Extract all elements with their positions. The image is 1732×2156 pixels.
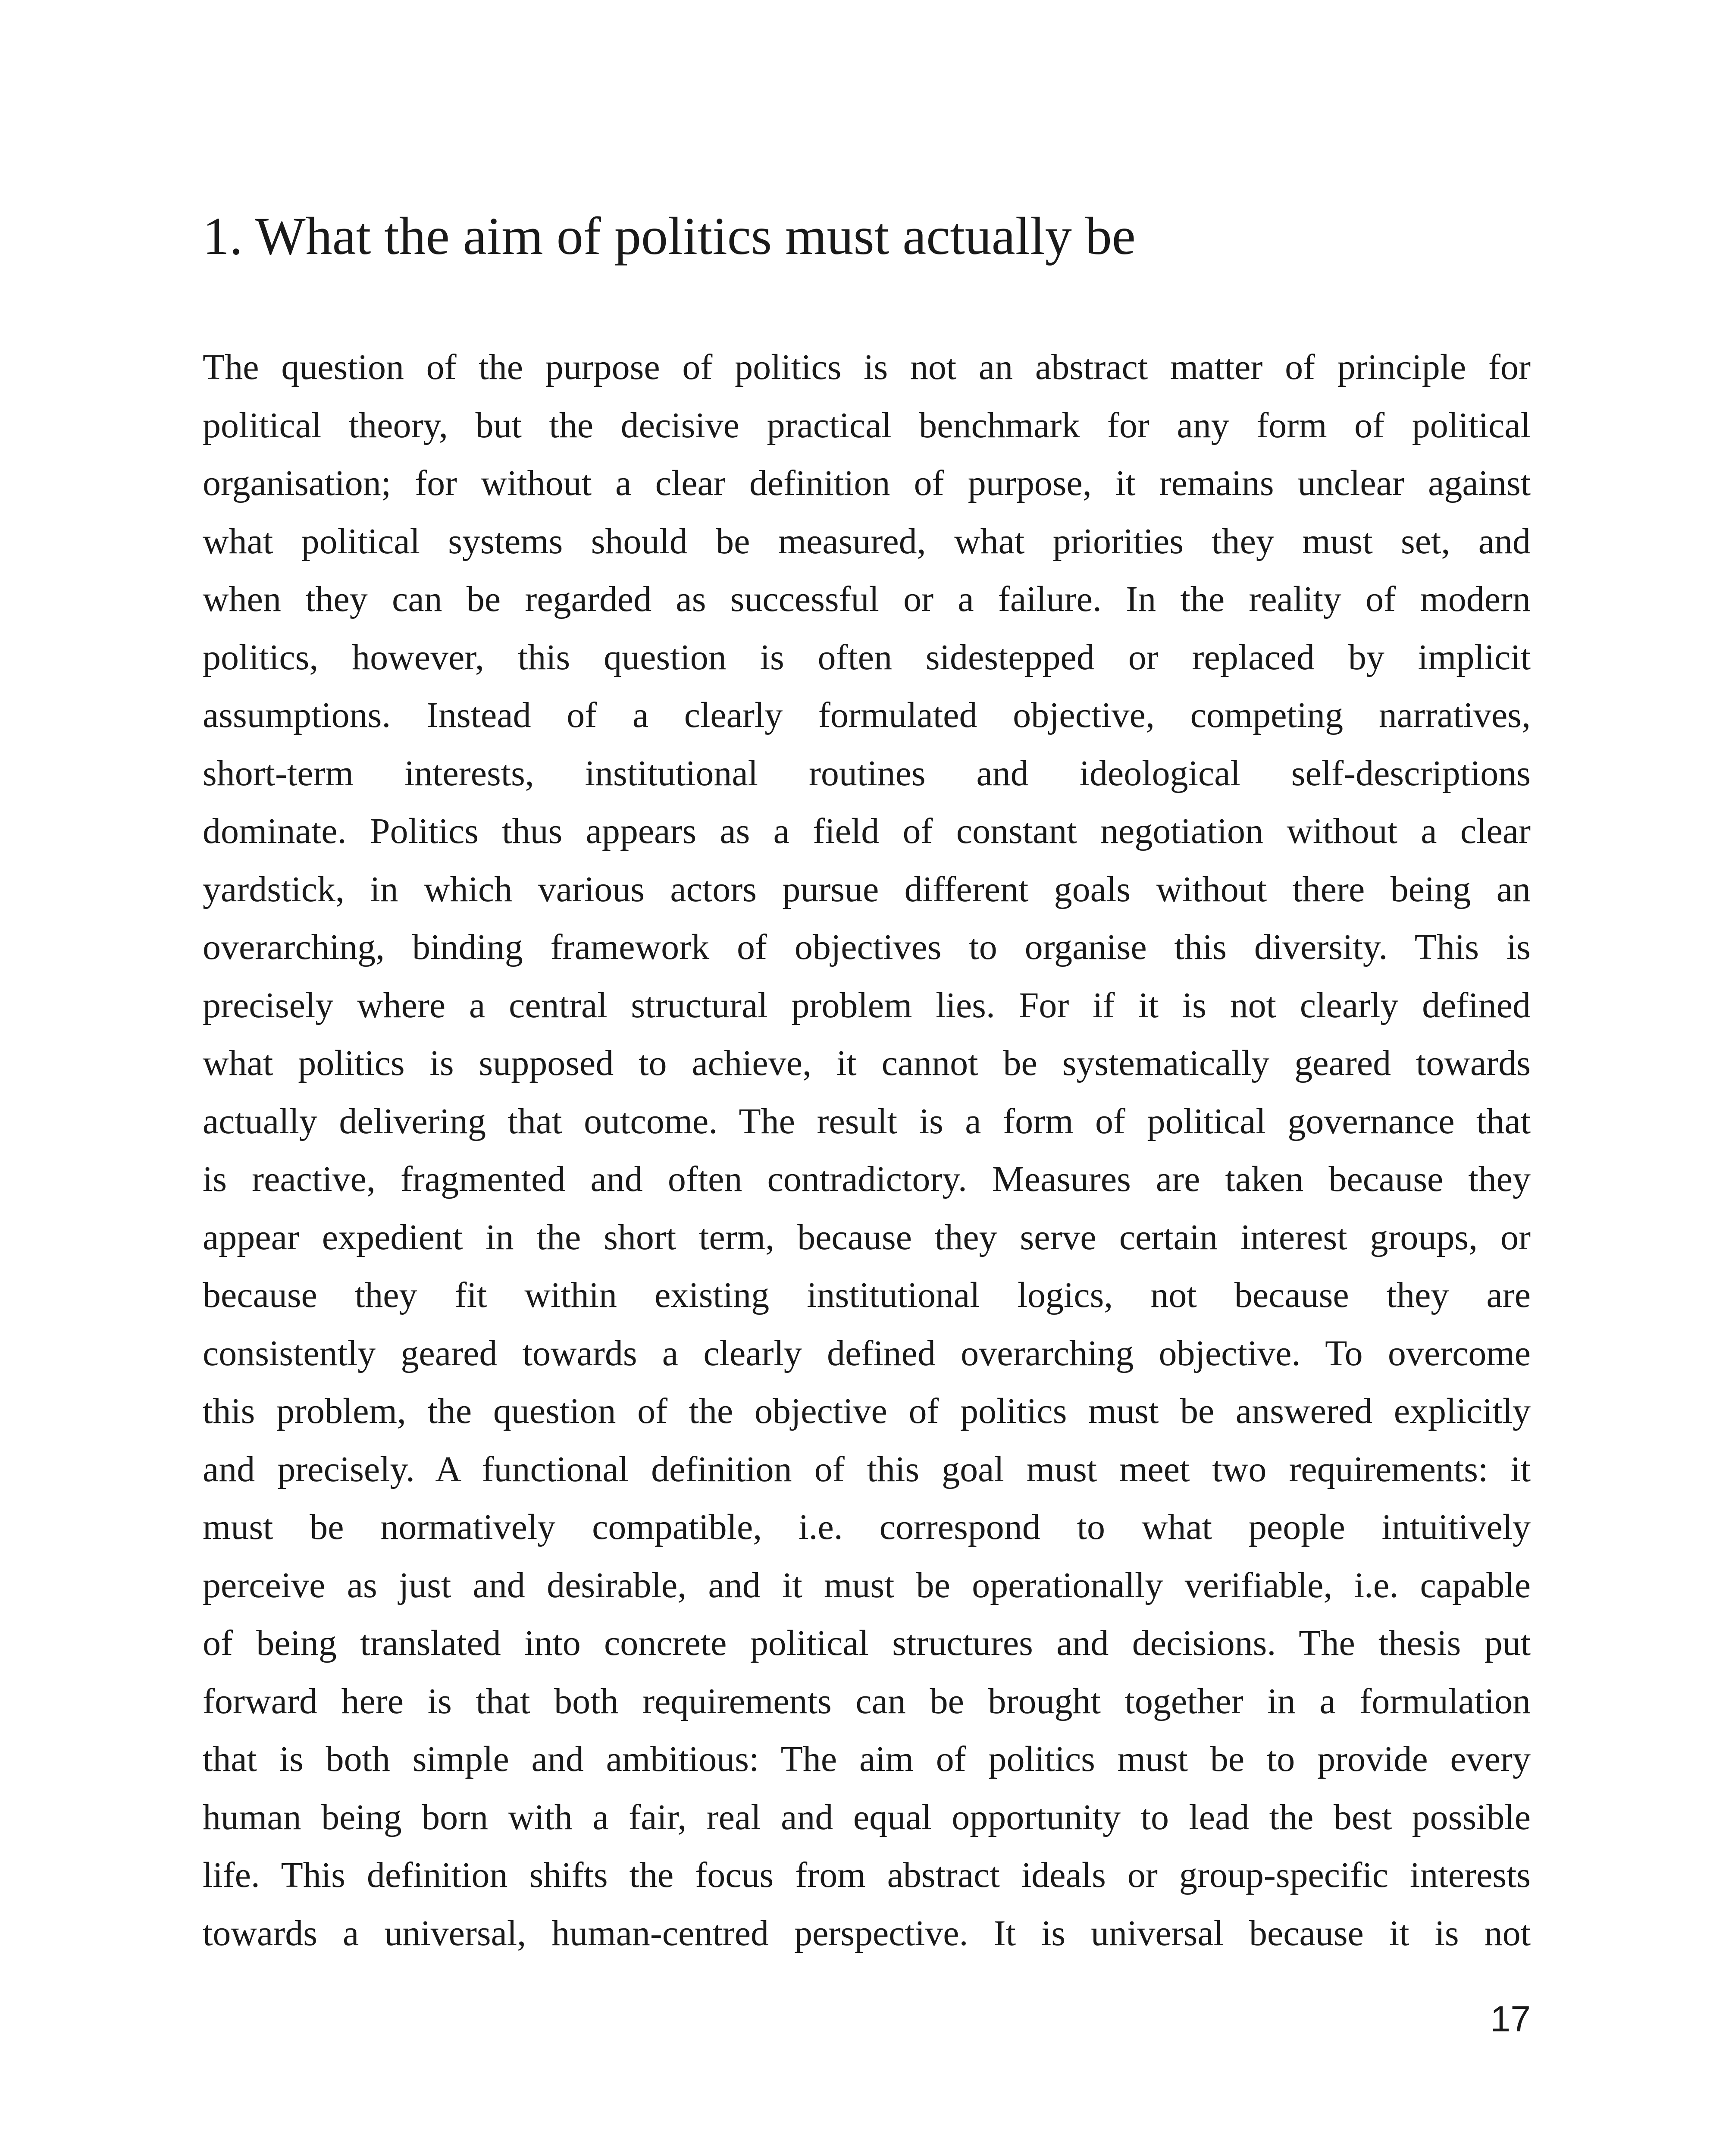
text-line: actually delivering that outcome. The result is a form of political governance that — [203, 1101, 1531, 1141]
text-line: consistently geared towards a clearly defined overarching objective. To overcome — [203, 1333, 1531, 1373]
text-line: perceive as just and desirable, and it must be operationally verifiable, i.e. capable — [203, 1565, 1531, 1605]
chapter-title: 1. What the aim of politics must actually be — [203, 207, 1136, 266]
text-line: and precisely. A functional definition of this goal must meet two requirements: it — [203, 1449, 1531, 1489]
text-line: dominate. Politics thus appears as a field of constant negotiation without a clear — [203, 811, 1531, 851]
text-line: must be normatively compatible, i.e. correspond to what people intuitively — [203, 1507, 1531, 1547]
text-line: what politics is supposed to achieve, it cannot be systematically geared towards — [203, 1043, 1531, 1083]
text-line: overarching, binding framework of objectives to organise this diversity. This is — [203, 927, 1531, 967]
text-line: organisation; for without a clear definition of purpose, it remains unclear against — [203, 463, 1531, 503]
text-line: The question of the purpose of politics is not an abstract matter of principle for — [203, 347, 1531, 387]
text-line: that is both simple and ambitious: The aim of politics must be to provide every — [203, 1739, 1531, 1779]
text-line: assumptions. Instead of a clearly formulated objective, competing narratives, — [203, 695, 1531, 735]
text-line: political theory, but the decisive practical benchmark for any form of political — [203, 405, 1531, 445]
text-line: appear expedient in the short term, because they serve certain interest groups, or — [203, 1217, 1531, 1257]
text-line: human being born with a fair, real and equal opportunity to lead the best possible — [203, 1797, 1531, 1837]
text-line: because they fit within existing institutional logics, not because they are — [203, 1275, 1531, 1315]
page-number: 17 — [1490, 1999, 1531, 2039]
text-line: forward here is that both requirements can be brought together in a formulation — [203, 1681, 1531, 1721]
text-line: precisely where a central structural problem lies. For if it is not clearly defined — [203, 985, 1531, 1025]
text-line: when they can be regarded as successful or a failure. In the reality of modern — [203, 579, 1531, 619]
body-paragraph — [203, 338, 1531, 1962]
text-line: short-term interests, institutional routines and ideological self-descriptions — [203, 753, 1531, 793]
text-line: what political systems should be measured, what priorities they must set, and — [203, 521, 1531, 561]
text-line: yardstick, in which various actors pursue different goals without there being an — [203, 869, 1531, 909]
text-line: this problem, the question of the objective of politics must be answered explicitly — [203, 1391, 1531, 1431]
text-line: life. This definition shifts the focus from abstract ideals or group-specific interests — [203, 1855, 1531, 1895]
text-line: of being translated into concrete political structures and decisions. The thesis put — [203, 1623, 1531, 1663]
text-line: politics, however, this question is often sidestepped or replaced by implicit — [203, 637, 1531, 677]
text-line: is reactive, fragmented and often contradictory. Measures are taken because they — [203, 1159, 1531, 1199]
text-line: towards a universal, human-centred perspective. It is universal because it is not — [203, 1913, 1531, 1953]
